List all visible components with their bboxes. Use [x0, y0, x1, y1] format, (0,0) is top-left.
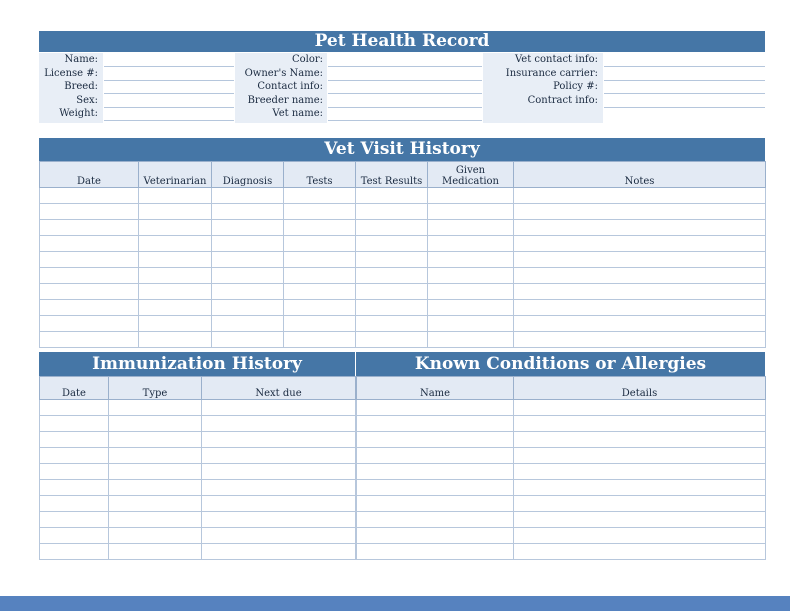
info-underline — [604, 107, 765, 108]
table-row — [40, 236, 766, 252]
table-cell[interactable] — [284, 268, 356, 284]
table-cell[interactable] — [357, 432, 514, 448]
info-label-2-1: Color: — [291, 54, 323, 65]
table-row — [40, 300, 766, 316]
table-cell[interactable] — [109, 480, 202, 496]
table-cell[interactable] — [202, 512, 356, 528]
table-row — [40, 432, 356, 448]
info-field-1-2[interactable] — [104, 67, 234, 80]
known-conditions-table — [356, 376, 766, 560]
table-cell[interactable] — [428, 252, 514, 268]
table-cell[interactable] — [202, 432, 356, 448]
info-label-3-1: Vet contact info: — [515, 54, 598, 65]
table-cell[interactable] — [514, 544, 766, 560]
table-cell[interactable] — [202, 480, 356, 496]
table-row — [40, 268, 766, 284]
info-field-1-3[interactable] — [104, 80, 234, 93]
column-header: Type — [109, 377, 202, 400]
table-cell[interactable] — [284, 332, 356, 348]
table-cell[interactable] — [514, 416, 766, 432]
column-header: Veterinarian — [139, 162, 212, 188]
info-field-1-5[interactable] — [104, 107, 234, 120]
table-cell[interactable] — [40, 316, 139, 332]
info-label-1-3: Breed: — [64, 81, 98, 92]
table-cell[interactable] — [357, 416, 514, 432]
table-cell[interactable] — [284, 188, 356, 204]
info-label-3-3: Policy #: — [553, 81, 598, 92]
table-cell[interactable] — [202, 416, 356, 432]
table-cell[interactable] — [202, 448, 356, 464]
table-cell[interactable] — [40, 512, 109, 528]
table-row — [40, 416, 356, 432]
table-cell[interactable] — [109, 432, 202, 448]
table-row — [40, 316, 766, 332]
table-cell[interactable] — [514, 448, 766, 464]
table-cell[interactable] — [40, 252, 139, 268]
footer-bar — [0, 596, 790, 611]
table-row — [40, 188, 766, 204]
info-label-1-1: Name: — [64, 54, 98, 65]
table-cell[interactable] — [284, 252, 356, 268]
table-cell[interactable] — [139, 220, 212, 236]
table-cell[interactable] — [212, 252, 284, 268]
table-cell[interactable] — [212, 284, 284, 300]
info-label-1-2: License #: — [44, 68, 98, 79]
table-row — [40, 544, 356, 560]
table-row — [40, 204, 766, 220]
table-row — [357, 480, 766, 496]
table-cell[interactable] — [202, 464, 356, 480]
info-label-2-2: Owner's Name: — [244, 68, 323, 79]
table-cell[interactable] — [357, 480, 514, 496]
table-row — [357, 464, 766, 480]
table-cell[interactable] — [284, 220, 356, 236]
table-cell[interactable] — [139, 284, 212, 300]
table-row — [40, 400, 356, 416]
table-cell[interactable] — [428, 332, 514, 348]
table-cell[interactable] — [514, 316, 766, 332]
table-cell[interactable] — [356, 332, 428, 348]
table-cell[interactable] — [212, 188, 284, 204]
table-cell[interactable] — [40, 300, 139, 316]
table-cell[interactable] — [428, 268, 514, 284]
table-cell[interactable] — [356, 316, 428, 332]
table-row — [357, 416, 766, 432]
column-header: Test Results — [356, 162, 428, 188]
table-cell[interactable] — [356, 300, 428, 316]
table-cell[interactable] — [139, 204, 212, 220]
info-field-1-4[interactable] — [104, 94, 234, 107]
info-label-1-5: Weight: — [59, 108, 98, 119]
column-header: Diagnosis — [212, 162, 284, 188]
table-cell[interactable] — [139, 268, 212, 284]
table-row — [40, 448, 356, 464]
table-cell[interactable] — [428, 316, 514, 332]
table-cell[interactable] — [109, 448, 202, 464]
table-cell[interactable] — [514, 220, 766, 236]
info-field-3-2[interactable] — [604, 67, 765, 80]
immunization-table — [39, 376, 356, 560]
table-row — [40, 480, 356, 496]
known-conditions-title: Known Conditions or Allergies — [356, 352, 765, 376]
table-row — [357, 512, 766, 528]
table-row — [357, 528, 766, 544]
table-cell[interactable] — [514, 332, 766, 348]
table-cell[interactable] — [40, 236, 139, 252]
table-cell[interactable] — [40, 496, 109, 512]
table-cell[interactable] — [109, 528, 202, 544]
table-cell[interactable] — [428, 300, 514, 316]
table-cell[interactable] — [139, 300, 212, 316]
info-field-3-1[interactable] — [604, 53, 765, 66]
table-cell[interactable] — [212, 316, 284, 332]
table-cell[interactable] — [428, 220, 514, 236]
table-cell[interactable] — [357, 512, 514, 528]
table-cell[interactable] — [40, 188, 139, 204]
table-cell[interactable] — [514, 204, 766, 220]
table-row — [40, 512, 356, 528]
table-cell[interactable] — [212, 268, 284, 284]
table-cell[interactable] — [357, 464, 514, 480]
table-cell[interactable] — [212, 300, 284, 316]
table-cell[interactable] — [356, 236, 428, 252]
table-cell[interactable] — [357, 496, 514, 512]
table-cell[interactable] — [40, 480, 109, 496]
table-cell[interactable] — [284, 236, 356, 252]
table-cell[interactable] — [514, 480, 766, 496]
table-cell[interactable] — [40, 284, 139, 300]
table-cell[interactable] — [514, 464, 766, 480]
table-cell[interactable] — [40, 416, 109, 432]
table-cell[interactable] — [40, 464, 109, 480]
info-underline — [328, 120, 482, 121]
info-field-2-4[interactable] — [328, 94, 482, 107]
page-title: Pet Health Record — [39, 31, 765, 52]
table-cell[interactable] — [109, 416, 202, 432]
table-row — [357, 432, 766, 448]
table-cell[interactable] — [357, 400, 514, 416]
table-row — [40, 528, 356, 544]
table-cell[interactable] — [284, 204, 356, 220]
table-cell[interactable] — [356, 220, 428, 236]
info-label-1-4: Sex: — [76, 95, 98, 106]
column-header: Given Medication — [428, 162, 514, 188]
table-cell[interactable] — [514, 268, 766, 284]
info-label-2-5: Vet name: — [272, 108, 323, 119]
table-row — [40, 252, 766, 268]
info-field-2-2[interactable] — [328, 67, 482, 80]
table-cell[interactable] — [428, 236, 514, 252]
column-header: Next due — [202, 377, 356, 400]
table-row — [40, 464, 356, 480]
table-cell[interactable] — [212, 220, 284, 236]
table-cell[interactable] — [40, 544, 109, 560]
table-cell[interactable] — [212, 332, 284, 348]
table-cell[interactable] — [40, 204, 139, 220]
table-cell[interactable] — [514, 432, 766, 448]
column-header: Tests — [284, 162, 356, 188]
info-label-3-4: Contract info: — [527, 95, 598, 106]
table-row — [357, 400, 766, 416]
info-label-3-2: Insurance carrier: — [505, 68, 598, 79]
table-cell[interactable] — [356, 188, 428, 204]
table-cell[interactable] — [514, 188, 766, 204]
table-cell[interactable] — [40, 448, 109, 464]
table-cell[interactable] — [356, 268, 428, 284]
table-cell[interactable] — [139, 332, 212, 348]
column-header: Date — [40, 162, 139, 188]
table-cell[interactable] — [357, 544, 514, 560]
info-field-1-1[interactable] — [104, 53, 234, 66]
column-header: Name — [357, 377, 514, 400]
table-row — [357, 448, 766, 464]
pet-info-section — [39, 53, 765, 123]
info-field-2-3[interactable] — [328, 80, 482, 93]
table-cell[interactable] — [514, 284, 766, 300]
table-cell[interactable] — [109, 544, 202, 560]
table-row — [40, 496, 356, 512]
table-cell[interactable] — [109, 464, 202, 480]
table-cell[interactable] — [109, 496, 202, 512]
table-cell[interactable] — [202, 496, 356, 512]
table-cell[interactable] — [356, 252, 428, 268]
table-cell[interactable] — [40, 528, 109, 544]
table-cell[interactable] — [212, 236, 284, 252]
table-cell[interactable] — [40, 268, 139, 284]
table-cell[interactable] — [202, 528, 356, 544]
table-cell[interactable] — [514, 252, 766, 268]
table-cell[interactable] — [357, 448, 514, 464]
table-cell[interactable] — [40, 400, 109, 416]
immunization-history-title: Immunization History — [39, 352, 355, 376]
table-cell[interactable] — [284, 300, 356, 316]
table-cell[interactable] — [202, 400, 356, 416]
table-cell[interactable] — [356, 204, 428, 220]
table-cell[interactable] — [428, 188, 514, 204]
vet-visit-table — [39, 161, 766, 348]
table-cell[interactable] — [356, 284, 428, 300]
table-cell[interactable] — [428, 284, 514, 300]
vet-visit-history-title: Vet Visit History — [39, 138, 765, 161]
table-cell[interactable] — [40, 432, 109, 448]
table-cell[interactable] — [212, 204, 284, 220]
info-underline — [104, 120, 234, 121]
table-cell[interactable] — [514, 236, 766, 252]
table-cell[interactable] — [139, 252, 212, 268]
table-cell[interactable] — [139, 316, 212, 332]
table-cell[interactable] — [139, 188, 212, 204]
info-field-2-5[interactable] — [328, 107, 482, 120]
table-cell[interactable] — [284, 284, 356, 300]
table-cell[interactable] — [40, 332, 139, 348]
table-cell[interactable] — [428, 204, 514, 220]
table-cell[interactable] — [40, 220, 139, 236]
column-header: Date — [40, 377, 109, 400]
table-row — [40, 332, 766, 348]
table-cell[interactable] — [109, 512, 202, 528]
table-row — [40, 284, 766, 300]
table-cell[interactable] — [109, 400, 202, 416]
table-cell[interactable] — [514, 512, 766, 528]
info-field-3-4[interactable] — [604, 94, 765, 107]
table-cell[interactable] — [514, 528, 766, 544]
table-cell[interactable] — [514, 300, 766, 316]
table-cell[interactable] — [514, 400, 766, 416]
table-cell[interactable] — [202, 544, 356, 560]
table-row — [357, 496, 766, 512]
info-field-3-3[interactable] — [604, 80, 765, 93]
info-field-2-1[interactable] — [328, 53, 482, 66]
column-header: Details — [514, 377, 766, 400]
table-cell[interactable] — [139, 236, 212, 252]
column-header: Notes — [514, 162, 766, 188]
info-label-2-3: Contact info: — [257, 81, 323, 92]
table-row — [357, 544, 766, 560]
table-row — [40, 220, 766, 236]
table-cell[interactable] — [284, 316, 356, 332]
info-label-2-4: Breeder name: — [247, 95, 323, 106]
table-cell[interactable] — [514, 496, 766, 512]
table-cell[interactable] — [357, 528, 514, 544]
